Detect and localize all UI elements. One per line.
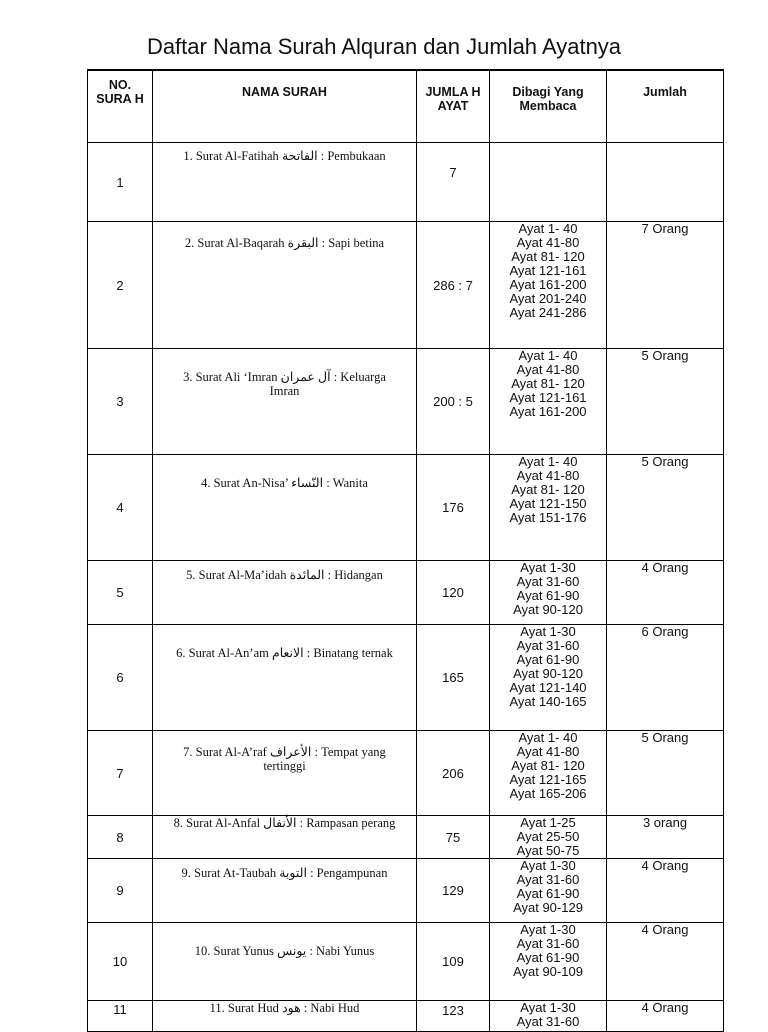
dibagi-item: Ayat 90-109 <box>513 964 583 979</box>
dibagi-item: Ayat 121-150 <box>509 496 587 511</box>
jumlah-ayat: 176 <box>417 455 490 561</box>
jumlah-orang: 4 Orang <box>607 1001 724 1032</box>
dibagi-item: Ayat 241-286 <box>509 305 587 320</box>
surah-name: 9. Surat At-Taubah التوبة : Pengampunan <box>153 859 417 923</box>
dibagi-item: Ayat 81- 120 <box>511 482 585 497</box>
surah-number: 7 <box>88 731 153 816</box>
dibagi-item: Ayat 90-120 <box>513 602 583 617</box>
dibagi-item: Ayat 1-30 <box>520 560 576 575</box>
dibagi-item: Ayat 31-60 <box>516 936 580 951</box>
jumlah-ayat: 200 : 5 <box>417 349 490 455</box>
dibagi-item: Ayat 61-90 <box>516 950 580 965</box>
jumlah-orang: 4 Orang <box>607 859 724 923</box>
dibagi-item: Ayat 31-60 <box>516 1014 580 1029</box>
dibagi-item: Ayat 90-120 <box>513 666 583 681</box>
jumlah-ayat: 109 <box>417 923 490 1001</box>
jumlah-orang: 3 orang <box>607 816 724 859</box>
table-row <box>88 222 724 349</box>
jumlah-ayat: 286 : 7 <box>417 222 490 349</box>
dibagi-item: Ayat 31-60 <box>516 872 580 887</box>
jumlah-orang: 5 Orang <box>607 731 724 816</box>
surah-number: 1 <box>88 143 153 222</box>
jumlah-orang: 5 Orang <box>607 349 724 455</box>
table-header-row <box>88 70 724 143</box>
surah-number: 3 <box>88 349 153 455</box>
jumlah-orang: 7 Orang <box>607 222 724 349</box>
dibagi-list <box>490 143 607 222</box>
table-row <box>88 143 724 222</box>
dibagi-item: Ayat 90-129 <box>513 900 583 915</box>
page-title: Daftar Nama Surah Alquran dan Jumlah Ayatnya <box>146 34 622 59</box>
jumlah-orang: 5 Orang <box>607 455 724 561</box>
dibagi-item: Ayat 1-30 <box>520 624 576 639</box>
dibagi-item: Ayat 1- 40 <box>518 348 578 363</box>
header-jumlah: Jumlah <box>607 70 724 143</box>
dibagi-item: Ayat 1- 40 <box>518 730 578 745</box>
jumlah-ayat: 123 <box>417 1001 490 1032</box>
dibagi-item: Ayat 41-80 <box>516 744 580 759</box>
dibagi-item: Ayat 50-75 <box>516 843 580 858</box>
dibagi-item: Ayat 140-165 <box>509 694 587 709</box>
dibagi-item: Ayat 161-200 <box>509 404 587 419</box>
dibagi-item: Ayat 121-161 <box>509 390 587 405</box>
dibagi-list <box>490 561 607 625</box>
table-row <box>88 731 724 816</box>
dibagi-item: Ayat 61-90 <box>516 652 580 667</box>
table-row <box>88 561 724 625</box>
table-row <box>88 455 724 561</box>
dibagi-item: Ayat 201-240 <box>509 291 587 306</box>
dibagi-item: Ayat 41-80 <box>516 468 580 483</box>
surah-name: 6. Surat Al-An’am الانعام : Binatang ternak <box>153 625 417 731</box>
surah-name: 7. Surat Al-A’raf الأعراف : Tempat yang tertinggi <box>153 731 417 816</box>
dibagi-item: Ayat 1-30 <box>520 922 576 937</box>
table-row <box>88 349 724 455</box>
jumlah-orang: 6 Orang <box>607 625 724 731</box>
header-dibagi: Dibagi Yang Membaca <box>490 70 607 143</box>
surah-number: 2 <box>88 222 153 349</box>
dibagi-item: Ayat 25-50 <box>516 829 580 844</box>
surah-number: 11 <box>88 1001 153 1032</box>
surah-table <box>87 69 724 1032</box>
jumlah-orang <box>607 143 724 222</box>
dibagi-list <box>490 222 607 349</box>
surah-name: 11. Surat Hud هود : Nabi Hud <box>153 1001 417 1032</box>
dibagi-item: Ayat 165-206 <box>509 786 587 801</box>
dibagi-item: Ayat 1-25 <box>520 815 576 830</box>
dibagi-item: Ayat 81- 120 <box>511 376 585 391</box>
surah-name: 1. Surat Al-Fatihah الفاتحة : Pembukaan <box>153 143 417 222</box>
dibagi-list <box>490 1001 607 1032</box>
dibagi-item: Ayat 81- 120 <box>511 249 585 264</box>
surah-name: 2. Surat Al-Baqarah البقرة : Sapi betina <box>153 222 417 349</box>
dibagi-list <box>490 455 607 561</box>
dibagi-item: Ayat 1-30 <box>520 1000 576 1015</box>
dibagi-item: Ayat 1-30 <box>520 858 576 873</box>
table-row <box>88 859 724 923</box>
dibagi-item: Ayat 31-60 <box>516 574 580 589</box>
dibagi-item: Ayat 121-165 <box>509 772 587 787</box>
dibagi-list <box>490 816 607 859</box>
dibagi-list <box>490 349 607 455</box>
header-nama: NAMA SURAH <box>153 70 417 143</box>
surah-number: 9 <box>88 859 153 923</box>
surah-name: 3. Surat Ali ‘Imran آل عمران : Keluarga Imran <box>153 349 417 455</box>
surah-number: 5 <box>88 561 153 625</box>
dibagi-item: Ayat 121-140 <box>509 680 587 695</box>
header-no: NO. SURA H <box>88 70 153 143</box>
dibagi-list <box>490 923 607 1001</box>
dibagi-item: Ayat 31-60 <box>516 638 580 653</box>
dibagi-list <box>490 859 607 923</box>
surah-name: 8. Surat Al-Anfal الأنفال : Rampasan perang <box>153 816 417 859</box>
jumlah-ayat: 129 <box>417 859 490 923</box>
dibagi-item: Ayat 61-90 <box>516 588 580 603</box>
surah-name: 4. Surat An-Nisa’ النّساء : Wanita <box>153 455 417 561</box>
surah-name: 5. Surat Al-Ma’idah المائدة : Hidangan <box>153 561 417 625</box>
jumlah-ayat: 165 <box>417 625 490 731</box>
jumlah-orang: 4 Orang <box>607 561 724 625</box>
jumlah-ayat: 206 <box>417 731 490 816</box>
dibagi-item: Ayat 151-176 <box>509 510 587 525</box>
table-row <box>88 923 724 1001</box>
surah-number: 8 <box>88 816 153 859</box>
dibagi-list <box>490 731 607 816</box>
surah-number: 10 <box>88 923 153 1001</box>
dibagi-item: Ayat 81- 120 <box>511 758 585 773</box>
surah-name: 10. Surat Yunus يونس : Nabi Yunus <box>153 923 417 1001</box>
dibagi-item: Ayat 41-80 <box>516 235 580 250</box>
table-row <box>88 816 724 859</box>
table-row <box>88 1001 724 1032</box>
surah-number: 6 <box>88 625 153 731</box>
dibagi-item: Ayat 41-80 <box>516 362 580 377</box>
surah-number: 4 <box>88 455 153 561</box>
dibagi-item: Ayat 121-161 <box>509 263 587 278</box>
jumlah-ayat: 75 <box>417 816 490 859</box>
dibagi-item: Ayat 161-200 <box>509 277 587 292</box>
jumlah-ayat: 120 <box>417 561 490 625</box>
dibagi-item: Ayat 1- 40 <box>518 454 578 469</box>
jumlah-orang: 4 Orang <box>607 923 724 1001</box>
dibagi-item: Ayat 1- 40 <box>518 221 578 236</box>
jumlah-ayat: 7 <box>417 143 490 222</box>
header-jumlah-ayat: JUMLA H AYAT <box>417 70 490 143</box>
dibagi-list <box>490 625 607 731</box>
table-row <box>88 625 724 731</box>
dibagi-item: Ayat 61-90 <box>516 886 580 901</box>
